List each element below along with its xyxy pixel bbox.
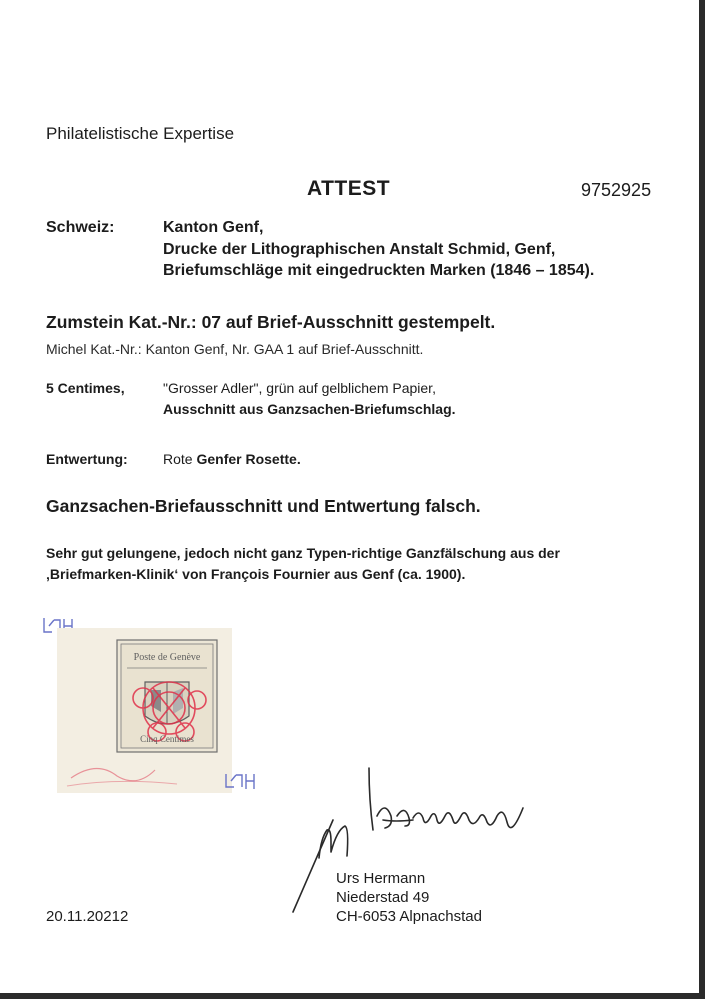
cancellation-prefix: Rote	[163, 451, 193, 467]
attest-heading: ATTEST	[307, 177, 391, 200]
subject-line-1: Kanton Genf,	[163, 219, 264, 236]
pencil-mark-icon	[222, 771, 262, 793]
expert-name: Urs Hermann	[336, 870, 426, 887]
expert-street: Niederstad 49	[336, 889, 430, 906]
issue-date: 20.11.20212	[46, 908, 129, 925]
subject-line-2: Drucke der Lithographischen Anstalt Schmid, Genf,	[163, 241, 556, 258]
cancellation-value	[163, 451, 301, 467]
cancellation-type: Genfer Rosette.	[196, 451, 301, 467]
document-title: Philatelistische Expertise	[46, 124, 235, 143]
description-line-2: Ausschnitt aus Ganzsachen-Briefumschlag.	[163, 401, 456, 417]
verdict: Ganzsachen-Briefausschnitt und Entwertung falsch.	[46, 496, 481, 516]
michel-catalog: Michel Kat.-Nr.: Kanton Genf, Nr. GAA 1 auf Brief-Ausschnitt.	[46, 341, 424, 357]
zumstein-catalog: Zumstein Kat.-Nr.: 07 auf Brief-Ausschnitt gestempelt.	[46, 312, 496, 332]
description-line-1: "Grosser Adler", grün auf gelblichem Papier,	[163, 380, 436, 396]
cancellation-label: Entwertung:	[46, 451, 128, 467]
country-label: Schweiz:	[46, 219, 115, 236]
expert-city: CH-6053 Alpnachstad	[336, 908, 482, 925]
stamp-cutout	[57, 628, 232, 793]
stamp-bottom-text: Cinq Centimes	[140, 734, 194, 744]
stamp-top-text: Poste de Genève	[133, 652, 201, 663]
certificate-number: 9752925	[581, 180, 652, 200]
note-line-1: Sehr gut gelungene, jedoch nicht ganz Typen-richtige Ganzfälschung aus der	[46, 545, 560, 561]
note-line-2: ‚Briefmarken-Klinik‘ von François Fournier aus Genf (ca. 1900).	[46, 566, 466, 582]
denomination-label: 5 Centimes,	[46, 380, 125, 396]
subject-line-3: Briefumschläge mit eingedruckten Marken (1846 – 1854).	[163, 262, 595, 279]
